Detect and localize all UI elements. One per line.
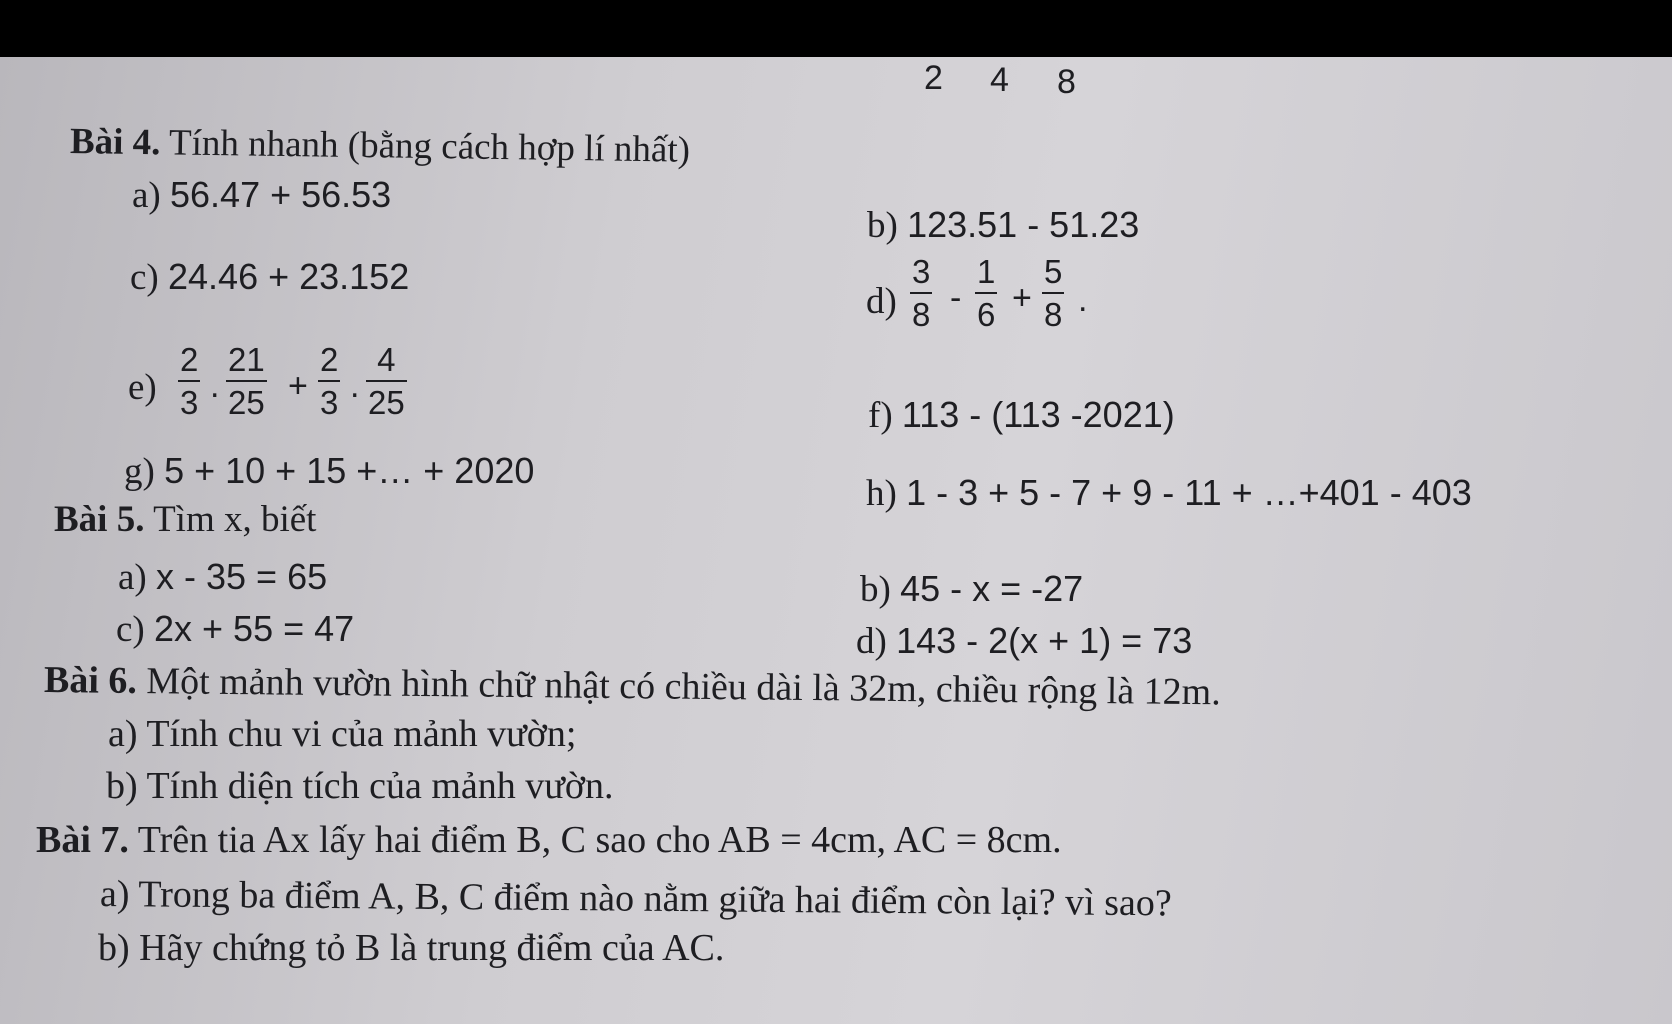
- bai4-item-d-label: d): [866, 281, 897, 322]
- top-number: 8: [1057, 63, 1076, 101]
- operator: .: [210, 367, 220, 405]
- item-label: a): [132, 175, 161, 216]
- bai4-text: Tính nhanh (bằng cách hợp lí nhất): [168, 122, 691, 171]
- item-label: b): [867, 205, 898, 246]
- math-expression: 113 - (113 -2021): [901, 394, 1175, 435]
- bai7-item-a: a) Trong ba điểm A, B, C điểm nào nằm giữa hai điểm còn lại? vì sao?: [99, 873, 1172, 925]
- numerator: 21: [228, 341, 265, 378]
- bai4-heading: [70, 123, 690, 169]
- operator: -: [950, 279, 962, 317]
- item-label: h): [866, 473, 897, 514]
- item-label: c): [130, 257, 159, 298]
- bai7-heading: [36, 821, 1062, 859]
- bai6-item-a: a) Tính chu vi của mảnh vườn;: [108, 713, 577, 755]
- bai6-item-b: b) Tính diện tích của mảnh vườn.: [106, 765, 614, 807]
- bai4-item-a: [132, 174, 392, 216]
- item-label: g): [124, 451, 155, 492]
- bai4-item-g: [124, 450, 535, 492]
- denominator: 8: [1044, 296, 1063, 333]
- fraction: [318, 343, 340, 419]
- math-expression: 123.51 - 51.23: [907, 204, 1140, 245]
- math-expression: 56.47 + 56.53: [170, 174, 392, 215]
- fraction: [1042, 255, 1064, 331]
- bai7-text: Trên tia Ax lấy hai điểm B, C sao cho AB = 4cm, AC = 8cm.: [137, 819, 1062, 861]
- denominator: 3: [320, 384, 339, 421]
- denominator: 8: [912, 296, 931, 333]
- bai5-item-c: [116, 608, 355, 650]
- fraction: [975, 255, 997, 331]
- fraction: [910, 255, 932, 331]
- math-expression: 45 - x = -27: [900, 568, 1084, 609]
- bai7-item-b: b) Hãy chứng tỏ B là trung điểm của AC.: [98, 927, 725, 969]
- numerator: 2: [180, 341, 199, 378]
- top-number: 4: [990, 61, 1009, 99]
- denominator: 6: [977, 296, 996, 333]
- math-expression: x - 35 = 65: [156, 556, 328, 597]
- bai5-heading: [54, 501, 316, 538]
- math-expression: 5 + 10 + 15 +… + 2020: [164, 450, 535, 491]
- operator: .: [1078, 281, 1088, 319]
- denominator: 25: [368, 384, 405, 421]
- item-label: b): [860, 569, 891, 610]
- fraction: [226, 343, 267, 419]
- fraction: [366, 343, 407, 419]
- top-number: 2: [924, 59, 943, 97]
- numerator: 2: [320, 341, 339, 378]
- bai6-label: Bài 6.: [43, 659, 138, 702]
- denominator: 25: [228, 384, 265, 421]
- bai6-text: Một mảnh vườn hình chữ nhật có chiều dài là 32m, chiều rộng là 12m.: [146, 660, 1221, 714]
- math-expression: 1 - 3 + 5 - 7 + 9 - 11 + …+401 - 403: [906, 472, 1472, 513]
- math-expression: 24.46 + 23.152: [168, 256, 410, 297]
- math-expression: 143 - 2(x + 1) = 73: [896, 620, 1193, 661]
- item-label: f): [868, 395, 893, 436]
- bai4-item-c: [130, 256, 410, 298]
- bai5-label: Bài 5.: [54, 499, 145, 540]
- bai5-item-d: [856, 620, 1193, 662]
- bai5-item-a: [118, 556, 328, 598]
- numerator: 5: [1044, 253, 1063, 290]
- numerator: 3: [912, 253, 931, 290]
- operator: +: [1012, 279, 1032, 317]
- top-black-bar: [0, 0, 1672, 57]
- bai7-label: Bài 7.: [36, 819, 129, 861]
- math-expression: 2x + 55 = 47: [154, 608, 355, 649]
- bai5-text: Tìm x, biết: [153, 499, 317, 540]
- numerator: 4: [377, 341, 396, 378]
- worksheet-paper: [0, 57, 1672, 1024]
- item-label: a): [118, 557, 147, 598]
- bai4-item-b: [867, 204, 1140, 246]
- bai4-label: Bài 4.: [69, 121, 161, 164]
- numerator: 1: [977, 253, 996, 290]
- bai4-item-f: [868, 394, 1175, 436]
- bai4-item-e-label: e): [128, 367, 157, 408]
- fraction: [178, 343, 200, 419]
- bai6-heading: [43, 659, 1221, 714]
- bai4-item-h: [866, 472, 1472, 514]
- operator: .: [350, 367, 360, 405]
- denominator: 3: [180, 384, 199, 421]
- item-label: d): [856, 621, 887, 662]
- bai5-item-b: [860, 568, 1084, 610]
- item-label: c): [116, 609, 145, 650]
- operator: +: [288, 367, 308, 405]
